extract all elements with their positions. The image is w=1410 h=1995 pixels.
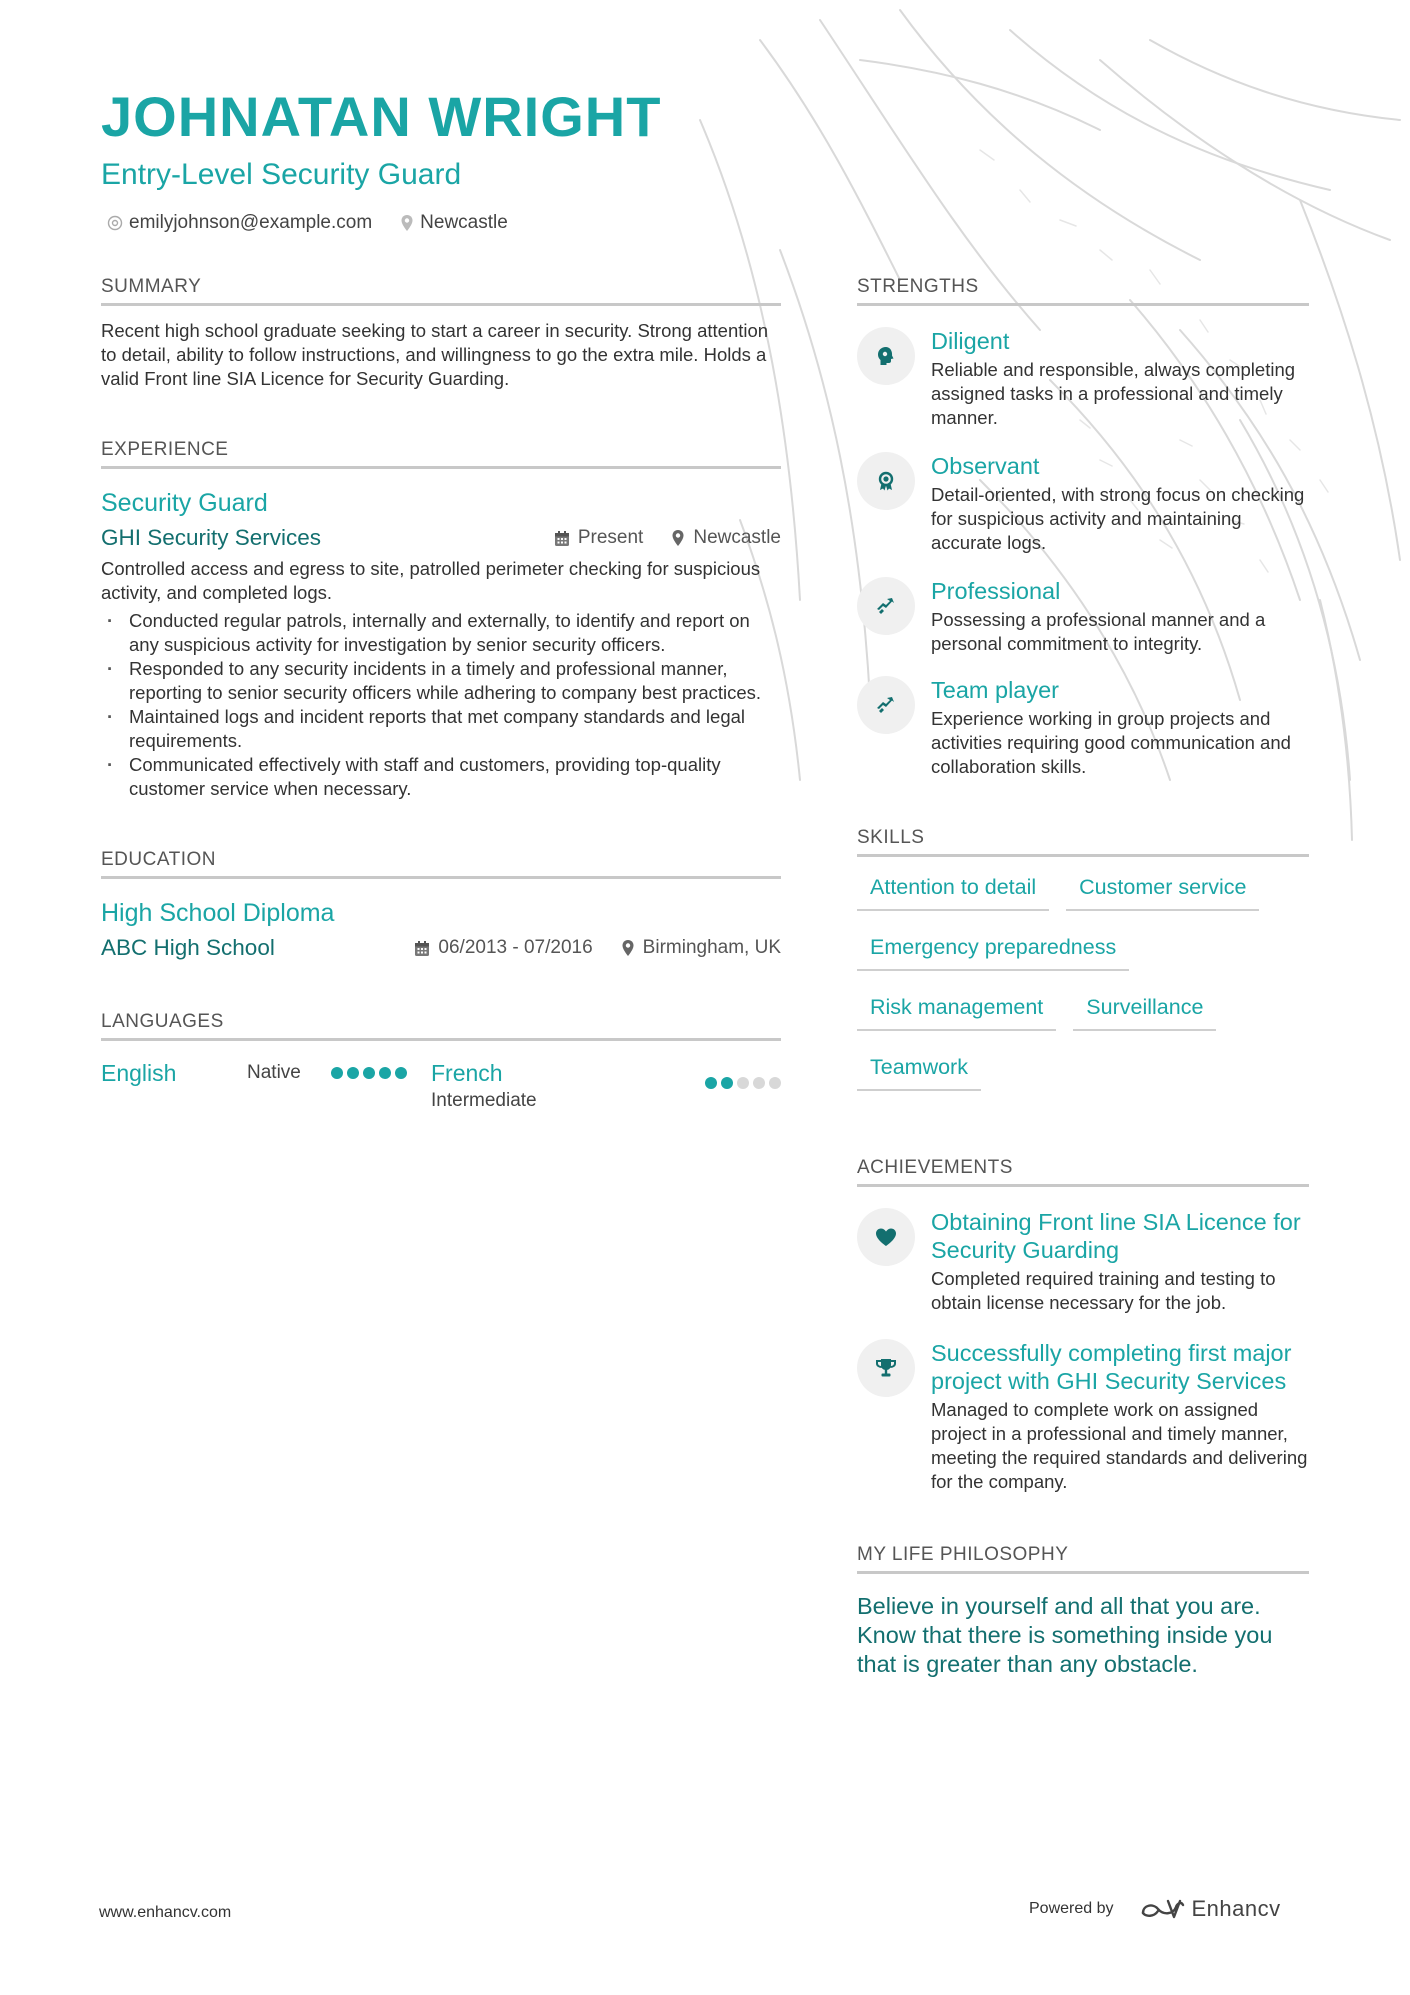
achievement-body — [931, 1339, 1309, 1494]
job-meta — [526, 527, 781, 549]
level-dot-filled — [363, 1067, 375, 1079]
education-section — [101, 849, 781, 963]
left-column — [101, 276, 781, 1115]
strength-icon-wrap — [857, 327, 915, 385]
heart-icon — [874, 1226, 898, 1248]
calendar-icon — [414, 940, 430, 957]
strengths-heading: STRENGTHS — [857, 276, 1309, 306]
school-location-text: Birmingham, UK — [642, 937, 781, 958]
strength-item — [857, 452, 1309, 555]
school-date-text: 06/2013 - 07/2016 — [438, 937, 593, 958]
language-level-dots — [327, 1059, 407, 1087]
job-role: Security Guard — [101, 489, 268, 517]
strength-body — [931, 676, 1309, 779]
calendar-icon — [554, 530, 570, 547]
education-heading: EDUCATION — [101, 849, 781, 879]
footer-website[interactable]: www.enhancv.com — [99, 1904, 232, 1921]
resume-header — [101, 82, 1301, 234]
email-text: emilyjohnson@example.com — [129, 212, 373, 233]
job-bullet: · Conducted regular patrols, internally and externally, to identify and report on any suspicious activity for investigation by senior security officers. — [101, 609, 781, 657]
candidate-title: Entry-Level Security Guard — [101, 158, 462, 191]
skills-heading: SKILLS — [857, 827, 1309, 857]
achievement-item — [857, 1339, 1309, 1494]
school-date — [414, 937, 592, 959]
job-company-row — [101, 523, 781, 553]
achievements-heading: ACHIEVEMENTS — [857, 1157, 1309, 1187]
level-dot-empty — [737, 1077, 749, 1089]
job-date — [554, 527, 643, 549]
job-bullets — [101, 609, 781, 801]
strength-desc: Possessing a professional manner and a personal commitment to integrity. — [931, 609, 1266, 654]
job-bullet: · Maintained logs and incident reports that met company standards and legal requirements. — [101, 705, 781, 753]
achievement-icon-wrap — [857, 1208, 915, 1266]
achievement-body — [931, 1208, 1309, 1315]
brain-icon — [875, 345, 897, 367]
strengths-section — [857, 276, 1309, 779]
job-description: Controlled access and egress to site, patrolled perimeter checking for suspicious activity, and completed logs. — [101, 558, 761, 603]
job-location — [671, 527, 781, 549]
level-dot-filled — [721, 1077, 733, 1089]
achievement-icon-wrap — [857, 1339, 915, 1397]
skill-tag: Teamwork — [857, 1053, 981, 1091]
location-pin-icon — [621, 939, 635, 957]
contact-location — [400, 212, 508, 234]
philosophy-text: Believe in yourself and all that you are. Know that there is something inside you that is greater than any obstacle. — [857, 1593, 1273, 1677]
strength-icon-wrap — [857, 452, 915, 510]
contact-info — [107, 212, 1301, 234]
language-item-english — [101, 1059, 431, 1087]
philosophy-section — [857, 1544, 1309, 1679]
strength-desc: Reliable and responsible, always completing assigned tasks in a professional and timely manner. — [931, 359, 1296, 428]
level-dot-filled — [379, 1067, 391, 1079]
candidate-name: JOHNATAN WRIGHT — [101, 85, 662, 148]
language-level: Native — [247, 1062, 301, 1083]
language-level-dots — [701, 1069, 781, 1097]
powered-by-label: Powered by — [1029, 1900, 1114, 1917]
enhancv-brand: Enhancv — [1191, 1896, 1281, 1921]
strength-title: Observant — [931, 453, 1040, 479]
skills-list — [857, 873, 1309, 1113]
achievement-desc: Managed to complete work on assigned project in a professional and timely manner, meeting the required standards and delivering for the company. — [931, 1399, 1308, 1492]
languages-heading: LANGUAGES — [101, 1011, 781, 1041]
location-pin-icon — [671, 529, 685, 547]
job-bullet: · Communicated effectively with staff and customers, providing top-quality customer service when necessary. — [101, 753, 781, 801]
strength-item — [857, 676, 1309, 779]
skills-section — [857, 827, 1309, 1113]
achievement-desc: Completed required training and testing to obtain license necessary for the job. — [931, 1268, 1276, 1313]
right-column — [857, 276, 1309, 1679]
trophy-icon — [874, 1357, 898, 1379]
job-company: GHI Security Services — [101, 525, 322, 550]
enhancv-logo-icon — [1140, 1897, 1186, 1921]
achievement-title: Obtaining Front line SIA Licence for Security Guarding — [931, 1209, 1301, 1263]
language-item-french — [431, 1059, 781, 1115]
languages-section — [101, 1011, 781, 1115]
strength-body — [931, 327, 1309, 430]
footer-powered-by[interactable] — [1029, 1896, 1281, 1922]
strength-desc: Detail-oriented, with strong focus on checking for suspicious activity and maintaining accurate logs. — [931, 484, 1305, 553]
location-text: Newcastle — [420, 212, 508, 233]
job-bullet: · Responded to any security incidents in a timely and professional manner, reporting to senior security officers while adhering to company best practices. — [101, 657, 781, 705]
strength-icon-wrap — [857, 676, 915, 734]
level-dot-empty — [769, 1077, 781, 1089]
strength-body — [931, 452, 1309, 555]
education-item — [101, 897, 781, 963]
school-name: ABC High School — [101, 935, 275, 960]
level-dot-filled — [331, 1067, 343, 1079]
at-icon — [107, 215, 123, 231]
school-row — [101, 933, 781, 963]
contact-email[interactable] — [107, 212, 372, 234]
award-icon — [875, 470, 897, 492]
experience-section — [101, 439, 781, 801]
level-dot-empty — [753, 1077, 765, 1089]
school-location — [621, 937, 781, 959]
language-name: English — [101, 1060, 177, 1086]
summary-text: Recent high school graduate seeking to start a career in security. Strong attention to detail, ability to follow instructions, and willingness to go the extra mile. Holds a valid Front line SIA Licence for Security Guarding. — [101, 320, 769, 389]
level-dot-filled — [395, 1067, 407, 1079]
skill-tag: Risk management — [857, 993, 1056, 1031]
degree: High School Diploma — [101, 899, 335, 927]
strength-body — [931, 577, 1309, 656]
strength-icon-wrap — [857, 577, 915, 635]
strength-title: Team player — [931, 677, 1059, 703]
handshake-icon — [874, 694, 898, 716]
achievements-section — [857, 1157, 1309, 1494]
skill-tag: Surveillance — [1073, 993, 1216, 1031]
skill-tag: Emergency preparedness — [857, 933, 1129, 971]
achievement-title: Successfully completing first major project with GHI Security Services — [931, 1340, 1292, 1394]
strength-title: Professional — [931, 578, 1061, 604]
job-location-text: Newcastle — [693, 527, 781, 548]
language-name: French — [431, 1060, 503, 1086]
philosophy-heading: MY LIFE PHILOSOPHY — [857, 1544, 1309, 1574]
strength-title: Diligent — [931, 328, 1010, 354]
strength-item — [857, 327, 1309, 430]
handshake-icon — [874, 595, 898, 617]
level-dot-filled — [705, 1077, 717, 1089]
summary-section — [101, 276, 781, 391]
achievement-item — [857, 1208, 1309, 1315]
languages-row — [101, 1059, 781, 1115]
skill-tag: Customer service — [1066, 873, 1259, 911]
summary-heading: SUMMARY — [101, 276, 781, 306]
level-dot-filled — [347, 1067, 359, 1079]
skill-tag: Attention to detail — [857, 873, 1049, 911]
strength-desc: Experience working in group projects and activities requiring good communication and collaboration skills. — [931, 708, 1291, 777]
experience-item — [101, 487, 781, 801]
language-level: Intermediate — [431, 1090, 537, 1111]
strength-item — [857, 577, 1309, 656]
experience-heading: EXPERIENCE — [101, 439, 781, 469]
location-pin-icon — [400, 214, 414, 232]
school-meta — [386, 937, 781, 959]
job-date-text: Present — [577, 527, 644, 548]
